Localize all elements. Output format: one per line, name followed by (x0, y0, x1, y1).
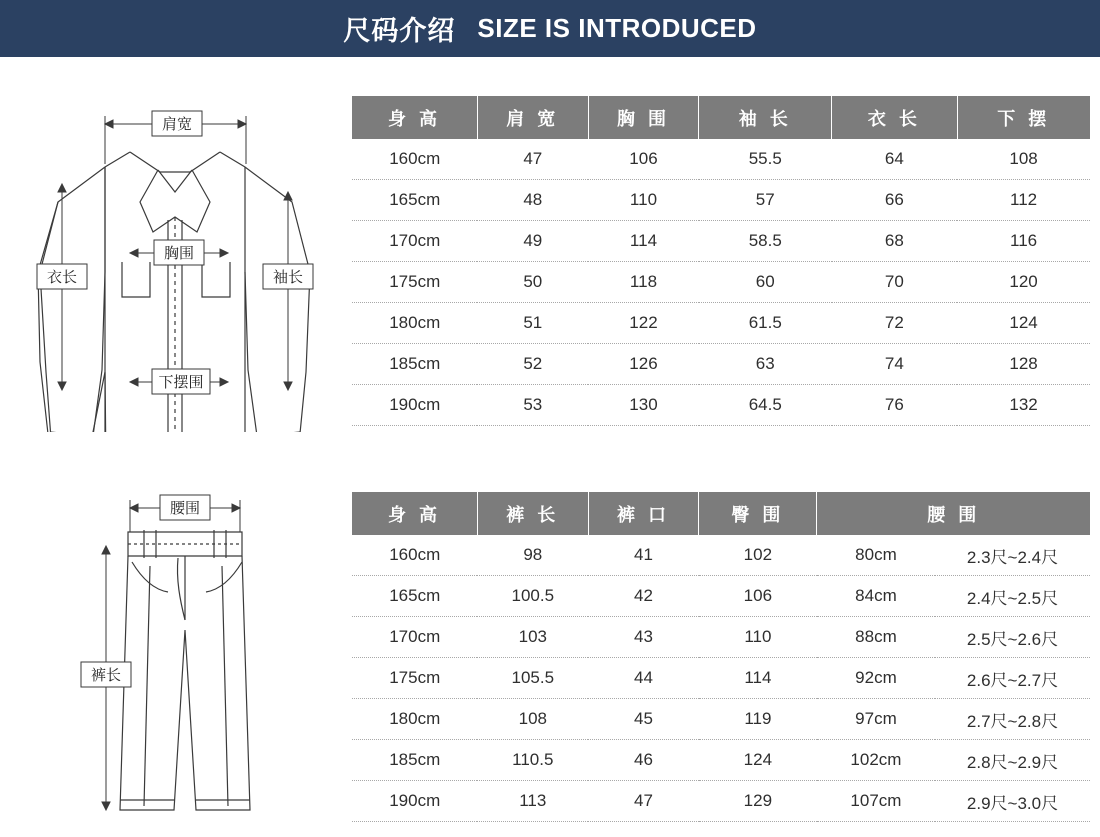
cell: 106 (699, 576, 817, 617)
page-title-en: SIZE IS INTRODUCED (477, 13, 757, 43)
cell: 102 (699, 535, 817, 576)
col-header-height: 身 高 (352, 492, 477, 535)
table-row (352, 385, 1090, 426)
cell: 41 (588, 535, 699, 576)
cell: 60 (699, 262, 832, 303)
col-header-length: 衣 长 (832, 96, 957, 139)
cell: 180cm (352, 699, 477, 740)
cell: 68 (832, 221, 957, 262)
shirt-label-shoulder: 肩宽 (161, 116, 193, 133)
cell: 185cm (352, 740, 477, 781)
cell: 108 (957, 139, 1090, 180)
cell: 43 (588, 617, 699, 658)
cell: 47 (477, 139, 588, 180)
cell: 116 (957, 221, 1090, 262)
col-header-shoulder: 肩 宽 (477, 96, 588, 139)
cell: 2.5尺~2.6尺 (935, 617, 1090, 658)
cell: 84cm (817, 576, 935, 617)
cell: 55.5 (699, 139, 832, 180)
cell: 129 (699, 781, 817, 822)
cell: 119 (699, 699, 817, 740)
cell: 102cm (817, 740, 935, 781)
table-header-row (352, 492, 1090, 535)
cell: 114 (588, 221, 699, 262)
col-header-waist: 腰 围 (817, 492, 1090, 535)
cell: 61.5 (699, 303, 832, 344)
table-row (352, 617, 1090, 658)
cell: 185cm (352, 344, 477, 385)
cell: 76 (832, 385, 957, 426)
cell: 110.5 (477, 740, 588, 781)
cell: 2.6尺~2.7尺 (935, 658, 1090, 699)
cell: 47 (588, 781, 699, 822)
table-row (352, 139, 1090, 180)
pants-label-length: 裤长 (90, 667, 122, 684)
cell: 107cm (817, 781, 935, 822)
cell: 48 (477, 180, 588, 221)
cell: 66 (832, 180, 957, 221)
cell: 103 (477, 617, 588, 658)
shirt-label-hem: 下摆围 (158, 374, 204, 391)
cell: 190cm (352, 385, 477, 426)
cell: 50 (477, 262, 588, 303)
cell: 97cm (817, 699, 935, 740)
pants-label-waist: 腰围 (169, 500, 201, 517)
table-row (352, 781, 1090, 822)
table-row (352, 262, 1090, 303)
cell: 120 (957, 262, 1090, 303)
shirt-label-chest: 胸围 (163, 245, 195, 262)
page-header (0, 0, 1100, 57)
cell: 180cm (352, 303, 477, 344)
col-header-pant-opening: 裤 口 (588, 492, 699, 535)
col-header-chest: 胸 围 (588, 96, 699, 139)
cell: 175cm (352, 658, 477, 699)
cell: 105.5 (477, 658, 588, 699)
cell: 88cm (817, 617, 935, 658)
cell: 110 (588, 180, 699, 221)
cell: 190cm (352, 781, 477, 822)
cell: 42 (588, 576, 699, 617)
table-row (352, 740, 1090, 781)
shirt-diagram (10, 72, 340, 432)
cell: 170cm (352, 617, 477, 658)
cell: 46 (588, 740, 699, 781)
cell: 2.3尺~2.4尺 (935, 535, 1090, 576)
cell: 124 (957, 303, 1090, 344)
cell: 108 (477, 699, 588, 740)
cell: 63 (699, 344, 832, 385)
cell: 113 (477, 781, 588, 822)
cell: 2.7尺~2.8尺 (935, 699, 1090, 740)
cell: 80cm (817, 535, 935, 576)
cell: 106 (588, 139, 699, 180)
cell: 175cm (352, 262, 477, 303)
cell: 170cm (352, 221, 477, 262)
cell: 130 (588, 385, 699, 426)
shirt-label-length: 衣长 (46, 269, 78, 286)
cell: 110 (699, 617, 817, 658)
shirt-size-table (352, 96, 1090, 426)
table-row (352, 576, 1090, 617)
cell: 52 (477, 344, 588, 385)
cell: 2.4尺~2.5尺 (935, 576, 1090, 617)
cell: 2.9尺~3.0尺 (935, 781, 1090, 822)
cell: 44 (588, 658, 699, 699)
table-row (352, 303, 1090, 344)
cell: 100.5 (477, 576, 588, 617)
col-header-height: 身 高 (352, 96, 477, 139)
shirt-size-table-wrapper (352, 96, 1090, 426)
table-row (352, 344, 1090, 385)
cell: 58.5 (699, 221, 832, 262)
page-title-cn: 尺码介绍 (343, 16, 456, 46)
cell: 132 (957, 385, 1090, 426)
cell: 2.8尺~2.9尺 (935, 740, 1090, 781)
cell: 64 (832, 139, 957, 180)
cell: 118 (588, 262, 699, 303)
cell: 64.5 (699, 385, 832, 426)
col-header-pant-length: 裤 长 (477, 492, 588, 535)
cell: 92cm (817, 658, 935, 699)
cell: 70 (832, 262, 957, 303)
col-header-hem: 下 摆 (957, 96, 1090, 139)
cell: 98 (477, 535, 588, 576)
cell: 165cm (352, 576, 477, 617)
cell: 122 (588, 303, 699, 344)
table-row (352, 699, 1090, 740)
table-header-row (352, 96, 1090, 139)
cell: 114 (699, 658, 817, 699)
cell: 74 (832, 344, 957, 385)
cell: 51 (477, 303, 588, 344)
cell: 124 (699, 740, 817, 781)
cell: 160cm (352, 139, 477, 180)
cell: 53 (477, 385, 588, 426)
table-row (352, 535, 1090, 576)
cell: 49 (477, 221, 588, 262)
cell: 128 (957, 344, 1090, 385)
cell: 112 (957, 180, 1090, 221)
cell: 72 (832, 303, 957, 344)
pants-diagram (10, 470, 340, 830)
table-row (352, 658, 1090, 699)
col-header-hip: 臀 围 (699, 492, 817, 535)
cell: 57 (699, 180, 832, 221)
col-header-sleeve: 袖 长 (699, 96, 832, 139)
shirt-label-sleeve: 袖长 (272, 269, 304, 286)
table-row (352, 221, 1090, 262)
cell: 165cm (352, 180, 477, 221)
table-row (352, 180, 1090, 221)
pants-size-table-wrapper (352, 492, 1090, 822)
cell: 160cm (352, 535, 477, 576)
cell: 126 (588, 344, 699, 385)
cell: 45 (588, 699, 699, 740)
pants-size-table (352, 492, 1090, 822)
